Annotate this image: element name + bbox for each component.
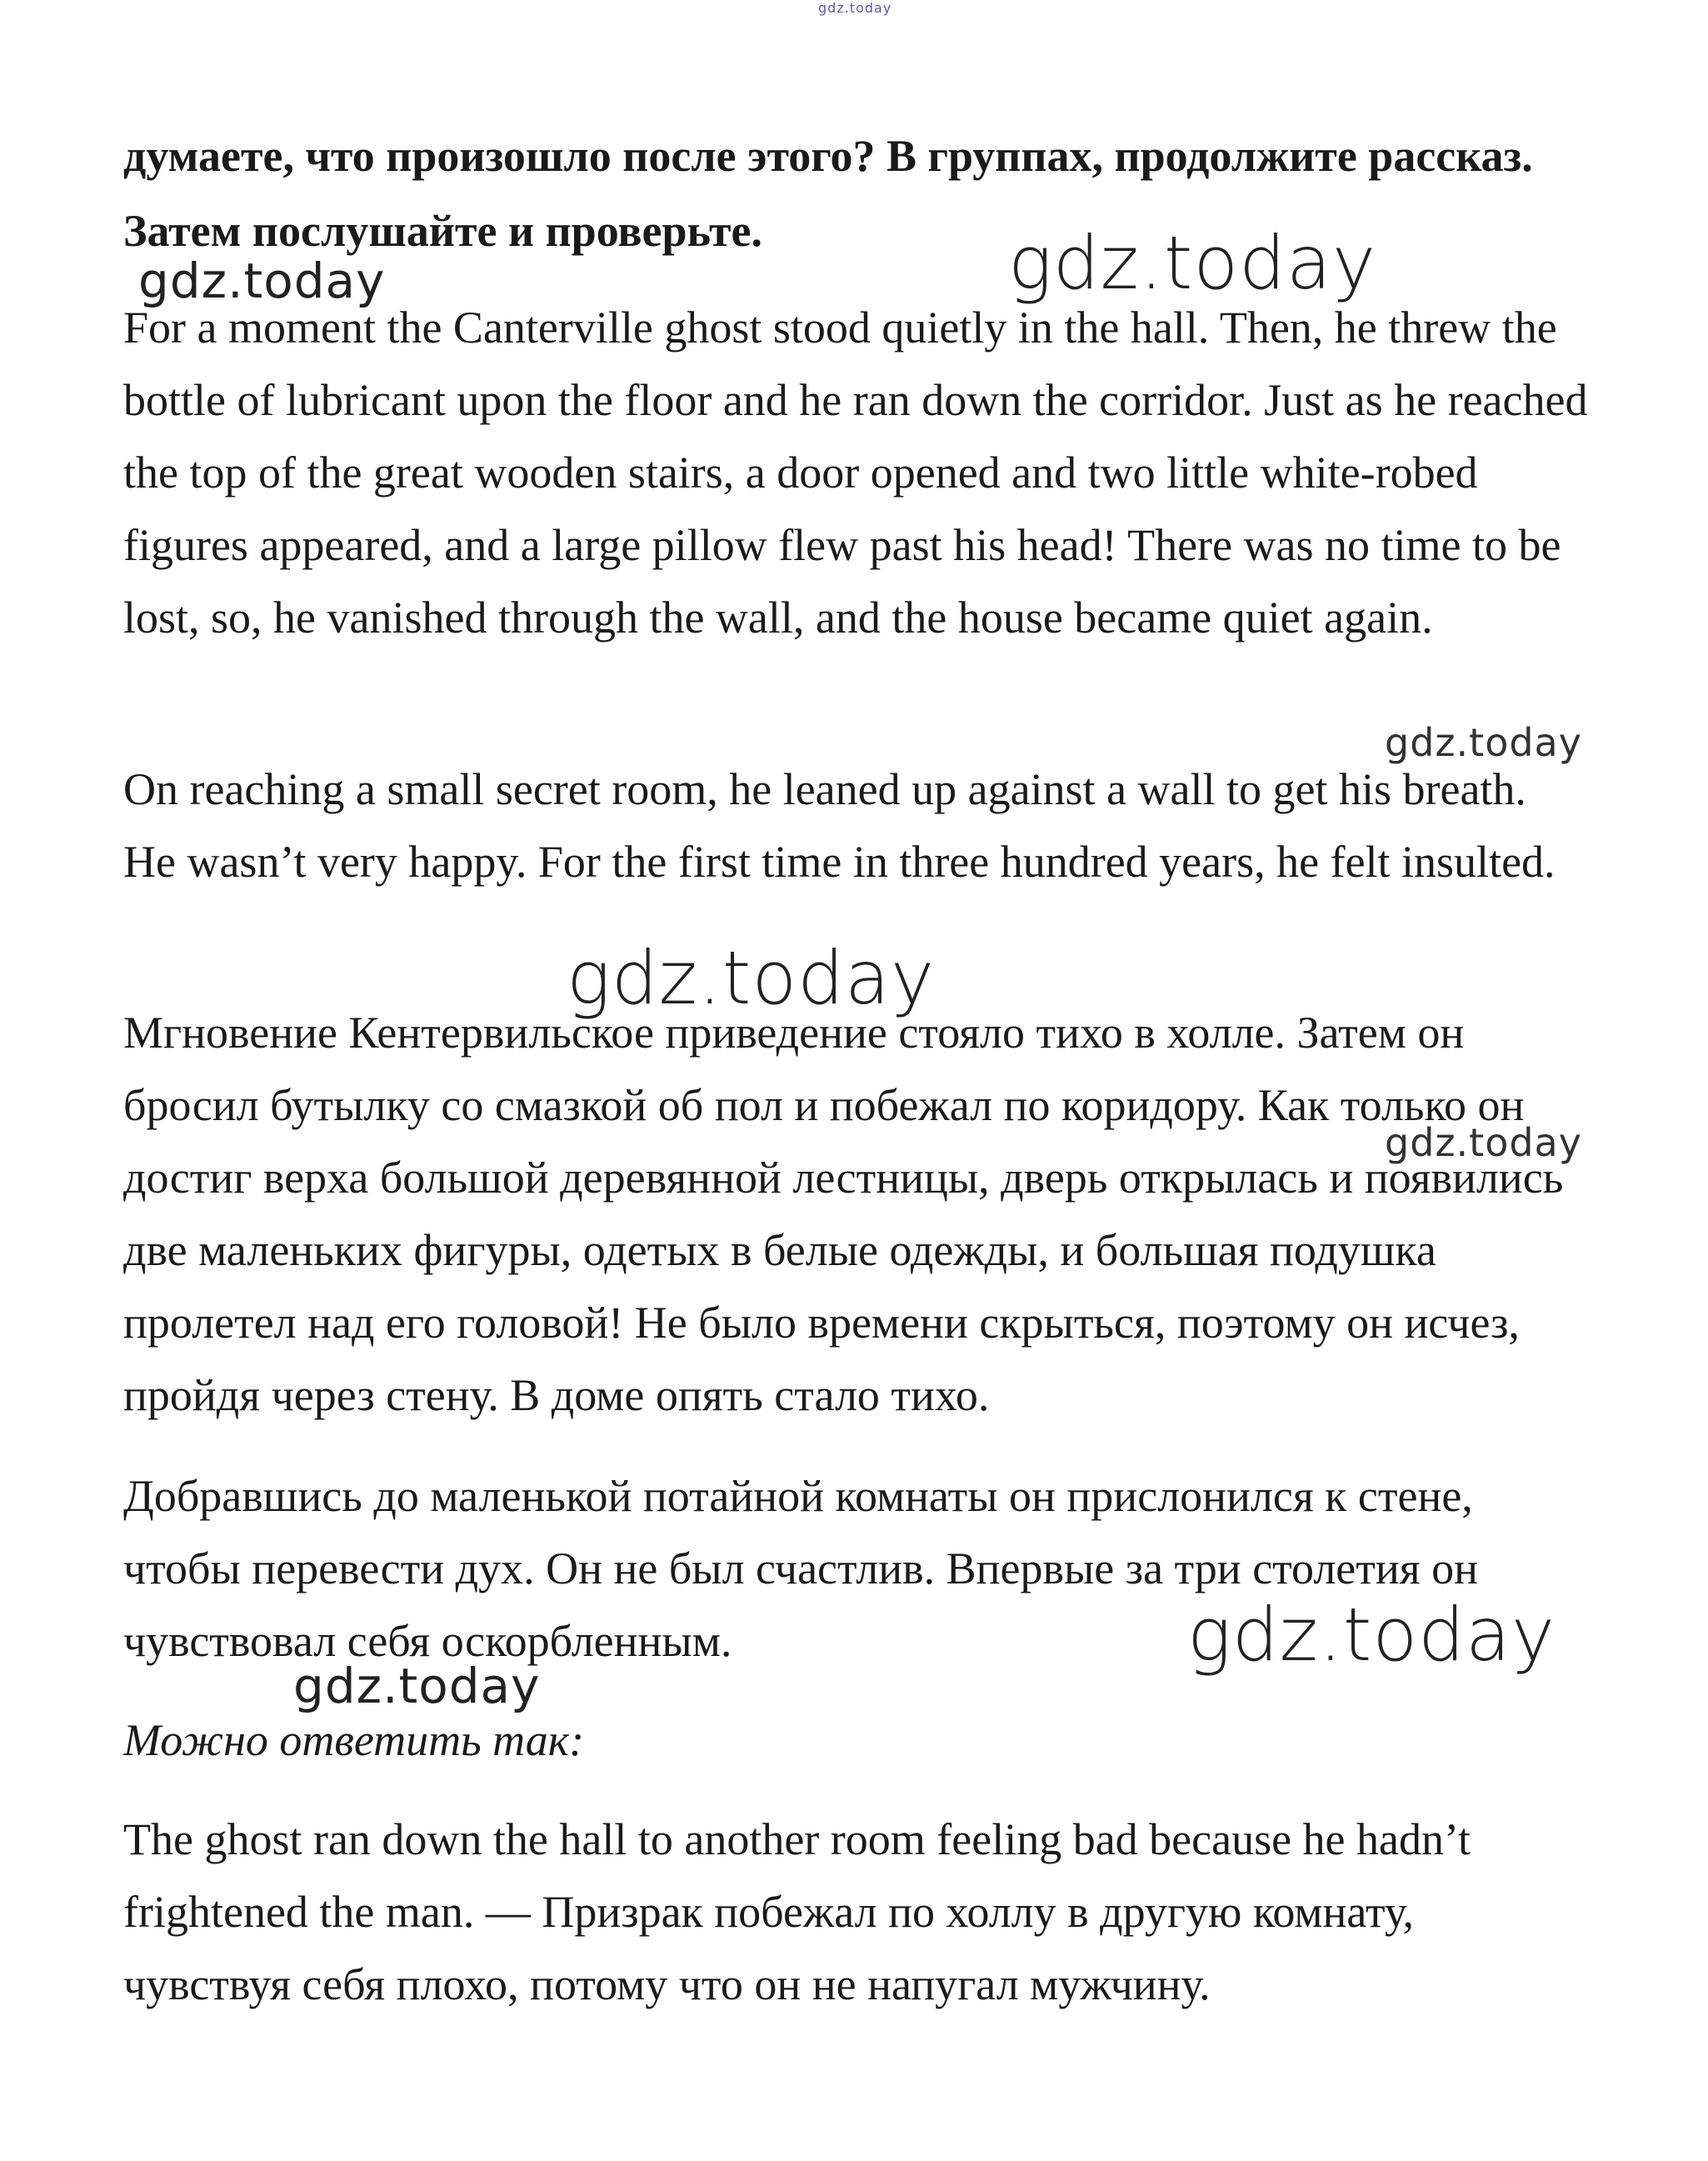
- watermark-1: gdz.today: [1008, 220, 1377, 306]
- watermark-3: gdz.today: [1385, 720, 1582, 765]
- watermark-4: gdz.today: [567, 935, 936, 1021]
- watermark-7: gdz.today: [293, 1658, 541, 1714]
- task-instruction: думаете, что произошло после этого? В группах, продолжите рассказ. Затем послушайте и проверьте.: [123, 131, 1533, 256]
- watermark-5: gdz.today: [1385, 1120, 1582, 1165]
- watermark-6: gdz.today: [1187, 1592, 1556, 1678]
- english-paragraph-2: On reaching a small secret room, he leaned up against a wall to get his breath. He wasn’t very happy. For the first time in three hundred years, he felt insulted.: [123, 764, 1556, 887]
- answer-intro: Можно ответить так:: [123, 1715, 585, 1765]
- watermark-2: gdz.today: [138, 253, 386, 309]
- english-paragraph-1: For a moment the Canterville ghost stood quietly in the hall. Then, he threw the bottle of lubricant upon the floor and he ran down the corridor. Just as he reached the top of the great wooden stairs, a door opened and two little white-robed figures appeared, and a large pillow flew past his head! There was no time to be lost, so, he vanished through the wall, and the house became quiet again.: [123, 303, 1588, 643]
- russian-paragraph-1: Мгновение Кентервильское приведение стояло тихо в холле. Затем он бросил бутылку со смазкой об пол и побежал по коридору. Как только он достиг верха большой деревянной лестницы, дверь открылась и появились две маленьких фигуры, одетых в белые одежды, и большая подушка пролетел над его головой! Не было времени скрыться, поэтому он исчез, пройдя через стену. В доме опять стало тихо.: [123, 1008, 1564, 1420]
- answer-text: The ghost ran down the hall to another room feeling bad because he hadn’t frightened the man. — Призрак побежал по холлу в другую комнату, чувствуя себя плохо, потому что он не напугал мужчину.: [123, 1814, 1471, 2009]
- russian-paragraph-2: Добравшись до маленькой потайной комнаты он прислонился к стене, чтобы перевести дух. Он не был счастлив. Впервые за три столетия он чувствовал себя оскорбленным.: [123, 1471, 1478, 1666]
- header-watermark: gdz.today: [818, 0, 892, 16]
